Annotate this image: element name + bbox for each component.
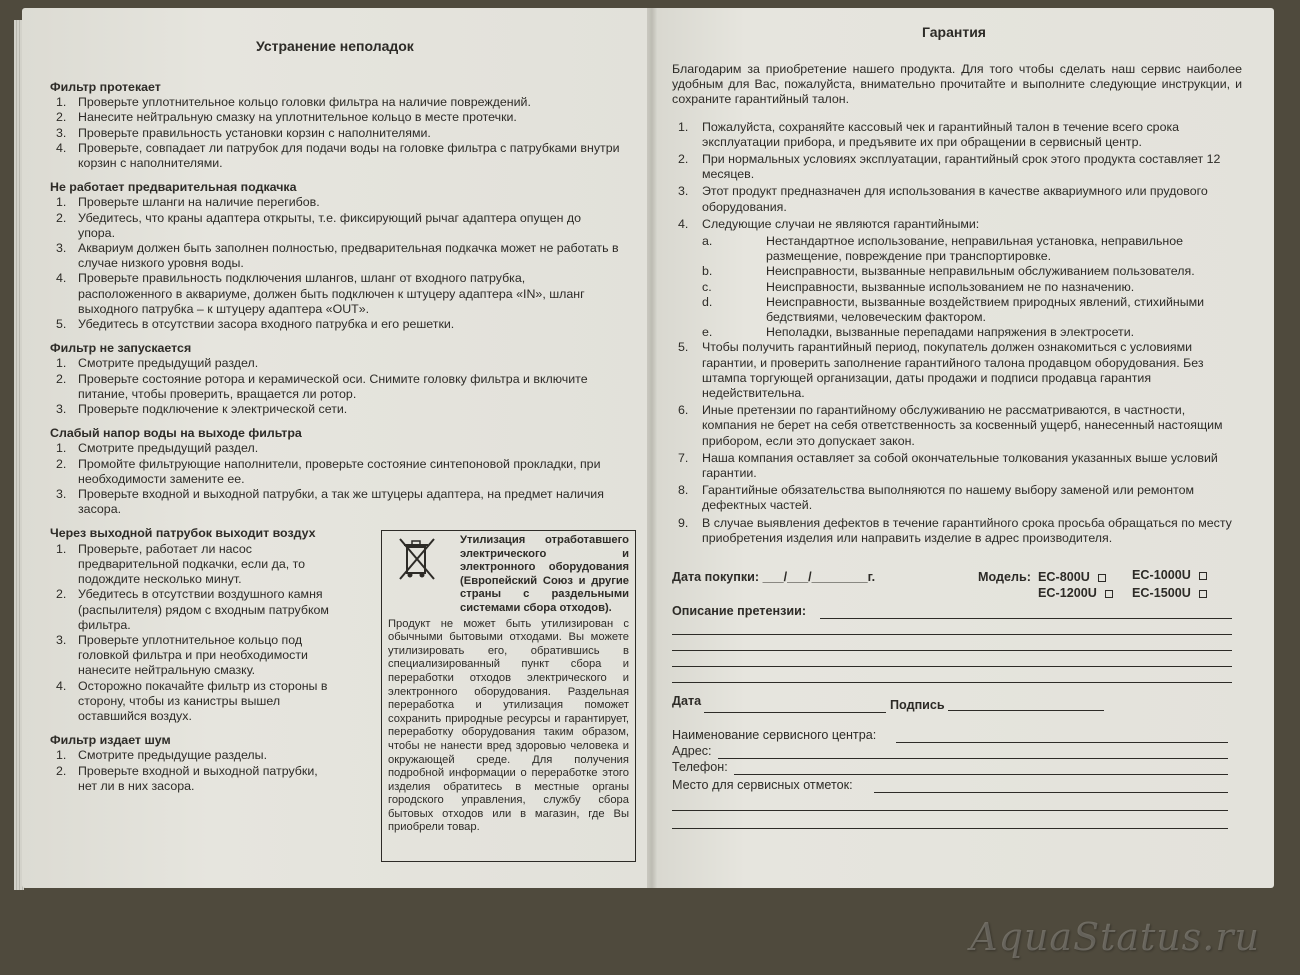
troubleshooting-section <box>50 180 620 332</box>
subitem-text: Неисправности, вызванные неправильным обслуживанием пользователя. <box>766 264 1195 279</box>
list-item <box>50 441 620 456</box>
item-text: Этот продукт предназначен для использования в качестве аквариумного или прудового оборудования. <box>702 184 1208 214</box>
subitem-letter: b. <box>702 264 713 279</box>
warranty-subitem <box>672 234 1242 264</box>
warranty-intro: Благодарим за приобретение нашего продукта. Для того чтобы сделать наш сервис наиболее удобным для Вас, пожалуйста, внимательно прочитайте и выполните следующие инструкции, и сохраните гарантийный талон. <box>672 62 1242 107</box>
item-number: 9. <box>678 515 689 530</box>
claim-line[interactable] <box>672 682 1232 683</box>
warranty-title: Гарантия <box>922 24 986 40</box>
item-number: 4. <box>56 271 67 286</box>
item-number: 3. <box>56 241 67 256</box>
item-text: При нормальных условиях эксплуатации, гарантийный срок этого продукта составляет 12 месяцев. <box>702 152 1221 182</box>
item-number: 7. <box>678 450 689 465</box>
list-item <box>50 317 620 332</box>
list-item <box>50 587 340 633</box>
model-label: Модель: <box>978 570 1031 584</box>
list-item <box>50 95 620 110</box>
list-item <box>50 748 340 763</box>
warranty-subitem <box>672 264 1242 279</box>
item-number: 1. <box>56 441 67 456</box>
model-ec1000u[interactable]: EC-1000U <box>1132 568 1207 582</box>
item-number: 4. <box>56 140 67 155</box>
item-number: 3. <box>678 184 689 199</box>
item-number: 4. <box>678 216 689 231</box>
warranty-subitem <box>672 295 1242 325</box>
item-number: 2. <box>56 456 67 471</box>
list-item <box>50 402 620 417</box>
warranty-subitem <box>672 280 1242 295</box>
list-item <box>50 542 340 588</box>
item-text: Проверьте уплотнительное кольцо головки фильтра на наличие повреждений. <box>78 95 531 110</box>
item-text: Промойте фильтрующие наполнители, проверьте состояние синтепоновой прокладки, при необходимости замените ее. <box>78 456 601 486</box>
section-heading: Фильтр не запускается <box>50 341 192 356</box>
warranty-subitem <box>672 325 1242 340</box>
date-line[interactable] <box>704 712 886 713</box>
list-item <box>50 633 340 679</box>
item-number: 2. <box>56 210 67 225</box>
list-item <box>50 372 620 402</box>
list-item <box>50 764 340 794</box>
item-number: 1. <box>56 356 67 371</box>
item-text: Проверьте, работает ли насос предварительной подкачки, если да, то подождите несколько минут. <box>78 541 306 587</box>
item-text: Проверьте правильность установки корзин с наполнителями. <box>78 125 431 140</box>
signature-label: Подпись <box>890 698 945 712</box>
item-text: Осторожно покачайте фильтр из стороны в сторону, чтобы из канистры вышел оставшийся воздух. <box>78 678 328 723</box>
item-text: В случае выявления дефектов в течение гарантийного срока просьба обращаться по месту приобретения изделия или направить изделие в адрес производителя. <box>702 515 1232 545</box>
recycling-notice <box>381 530 636 862</box>
item-text: Убедитесь в отсутствии воздушного камня (распылителя) рядом с входным патрубком фильтра. <box>78 587 329 632</box>
list-item <box>50 141 620 171</box>
list-item <box>50 271 620 317</box>
warranty-item <box>672 152 1242 182</box>
item-number: 2. <box>56 110 67 125</box>
section-heading: Фильтр издает шум <box>50 733 171 748</box>
item-number: 1. <box>56 95 67 110</box>
item-text: Проверьте входной и выходной патрубки, нет ли в них засора. <box>78 763 318 793</box>
claim-line[interactable] <box>820 618 1232 619</box>
list-item <box>50 241 620 271</box>
signature-line[interactable] <box>948 710 1104 711</box>
item-number: 3. <box>56 125 67 140</box>
subitem-text: Неисправности, вызванные использованием не по назначению. <box>766 279 1135 294</box>
booklet-spine <box>647 8 657 888</box>
item-text: Убедитесь, что краны адаптера открыты, т.е. фиксирующий рычаг адаптера опущен до упора. <box>78 210 582 240</box>
service-center-line[interactable] <box>896 742 1228 743</box>
watermark: AquaStatus.ru <box>970 915 1260 959</box>
service-marks-label: Место для сервисных отметок: <box>672 778 853 792</box>
item-text: Аквариум должен быть заполнен полностью, предварительная подкачка может не работать в случае низкого уровня воды. <box>78 241 619 271</box>
item-text: Наша компания оставляет за собой окончательные толкования указанных выше условий гарантии. <box>702 450 1218 481</box>
item-text: Нанесите нейтральную смазку на уплотнительное кольцо в месте протечки. <box>78 110 517 125</box>
warranty-item <box>672 217 1242 232</box>
subitem-text: Неисправности, вызванные воздействием природных явлений, стихийными бедствиями, человеческим фактором. <box>766 294 1205 325</box>
warranty-item <box>672 451 1242 481</box>
section-heading: Фильтр протекает <box>50 80 161 94</box>
warranty-item <box>672 120 1242 150</box>
item-text: Смотрите предыдущие разделы. <box>78 748 268 763</box>
warranty-item <box>672 516 1242 546</box>
warranty-item <box>672 483 1242 513</box>
subitem-text: Неполадки, вызванные перепадами напряжения в электросети. <box>766 325 1135 340</box>
list-item <box>50 110 620 125</box>
list-item <box>50 487 620 517</box>
troubleshooting-section <box>50 80 620 171</box>
claim-line[interactable] <box>672 666 1232 667</box>
list-item <box>50 126 620 141</box>
item-text: Проверьте входной и выходной патрубки, а так же штуцеры адаптера, на предмет наличия засора. <box>78 487 604 517</box>
item-number: 2. <box>678 152 689 167</box>
list-item <box>50 195 620 210</box>
warranty-item <box>672 403 1242 449</box>
list-item <box>50 356 620 371</box>
item-text: Проверьте шланги на наличие перегибов. <box>78 195 320 210</box>
date-label: Дата <box>672 694 702 708</box>
item-number: 3. <box>56 632 67 647</box>
model-ec1500u[interactable]: EC-1500U <box>1132 586 1207 600</box>
item-text: Гарантийные обязательства выполняются по нашему выбору заменой или ремонтом дефектных частей. <box>702 483 1195 513</box>
model-ec800u[interactable]: EC-800U <box>1038 570 1106 584</box>
item-number: 2. <box>56 763 67 778</box>
claim-line[interactable] <box>672 634 1232 635</box>
warranty-item <box>672 184 1242 214</box>
item-number: 1. <box>56 748 67 763</box>
item-text: Проверьте подключение к электрической сети. <box>78 402 348 417</box>
item-text: Иные претензии по гарантийному обслуживанию не рассматриваются, в частности, компания не берет на себя ответственность за косвенный ущерб, нанесенный настоящим прибором, если это допускает закон. <box>702 403 1223 448</box>
service-marks-line[interactable] <box>874 792 1228 793</box>
model-ec1200u[interactable]: EC-1200U <box>1038 586 1113 600</box>
service-center-label: Наименование сервисного центра: <box>672 728 877 742</box>
crossed-bin-icon <box>388 533 446 583</box>
list-item <box>50 211 620 241</box>
section-heading: Не работает предварительная подкачка <box>50 180 297 195</box>
item-number: 8. <box>678 483 689 498</box>
warranty-item <box>672 340 1242 401</box>
item-text: Проверьте правильность подключения шлангов, шланг от входного патрубка, расположенного в аквариуме, должен быть подключен к штуцеру адаптера «IN», шланг выходного патрубка – к штуцеру адаптера «OUT». <box>78 271 585 316</box>
phone-label: Телефон: <box>672 760 728 774</box>
item-text: Проверьте, совпадает ли патрубок для подачи воды на головке фильтра с патрубками внутри корзин с наполнителями. <box>78 140 620 171</box>
item-text: Проверьте состояние ротора и керамической оси. Снимите головку фильтра и включите питание, чтобы проверить, вращается ли ротор. <box>78 371 588 401</box>
claim-line[interactable] <box>672 650 1232 651</box>
address-label: Адрес: <box>672 744 712 758</box>
section-heading: Слабый напор воды на выходе фильтра <box>50 426 302 441</box>
recycling-heading: Утилизация отработавшего электрического и электронного оборудования (Европейский Союз и другие страны с раздельными системами сбора отходов). <box>460 534 629 614</box>
section-heading: Через выходной патрубок выходит воздух <box>50 526 316 541</box>
item-number: 2. <box>56 587 67 602</box>
purchase-date-field[interactable]: Дата покупки: ___/___/________г. <box>672 570 876 584</box>
item-text: Следующие случаи не являются гарантийными: <box>702 216 980 231</box>
item-number: 1. <box>678 119 689 134</box>
subitem-letter: e. <box>702 325 713 340</box>
troubleshooting-title: Устранение неполадок <box>256 38 414 54</box>
list-item <box>50 679 340 725</box>
item-number: 3. <box>56 402 67 417</box>
subitem-letter: c. <box>702 279 712 294</box>
item-number: 5. <box>56 317 67 332</box>
item-number: 3. <box>56 487 67 502</box>
address-line[interactable] <box>718 758 1228 759</box>
warranty-terms <box>672 62 1242 548</box>
troubleshooting-section <box>50 341 620 417</box>
list-item <box>50 457 620 487</box>
item-number: 5. <box>678 340 689 355</box>
item-number: 1. <box>56 195 67 210</box>
item-text: Смотрите предыдущий раздел. <box>78 356 259 371</box>
service-marks-line[interactable] <box>672 810 1228 811</box>
recycling-body: Продукт не может быть утилизирован с обычными бытовыми отходами. Вы можете утилизировать его, обратившись в специализированный пункт сбора и переработки отходов электрического и электронного оборудования. Раздельная переработка и утилизация поможет сохранить природные ресурсы и гарантирует, переработку оборудования таким образом, чтобы не нанести вред здоровью человека и окружающей среде. Для получения подробной информации о переработке этого изделия обратитесь в местные органы городского управления, службу сбора бытовых отходов или в магазин, где Вы приобрели товар. <box>388 617 629 834</box>
item-number: 6. <box>678 403 689 418</box>
item-number: 2. <box>56 371 67 386</box>
subitem-letter: a. <box>702 234 713 249</box>
item-text: Чтобы получить гарантийный период, покупатель должен ознакомиться с условиями гарантии, и проверить заполнение гарантийного талона продавцом оборудования. Без штампа торгующей организации, даты продажи и подписи продавца гарантия недействительна. <box>702 340 1204 401</box>
service-marks-line[interactable] <box>672 828 1228 829</box>
subitem-text: Нестандартное использование, неправильная установка, неправильное размещение, повреждение при транспортировке. <box>766 234 1184 264</box>
subitem-letter: d. <box>702 294 713 309</box>
item-text: Убедитесь в отсутствии засора входного патрубка и его решетки. <box>78 317 455 332</box>
item-text: Смотрите предыдущий раздел. <box>78 441 259 456</box>
troubleshooting-section <box>50 426 620 517</box>
phone-line[interactable] <box>734 774 1228 775</box>
item-number: 4. <box>56 678 67 693</box>
item-number: 1. <box>56 541 67 556</box>
item-text: Пожалуйста, сохраняйте кассовый чек и гарантийный талон в течение всего срока эксплуатации прибора, и предъявите их при обращении в сервисный центр. <box>702 119 1180 149</box>
item-text: Проверьте уплотнительное кольцо под головкой фильтра и при необходимости нанесите нейтральную смазку. <box>78 632 308 678</box>
claim-label: Описание претензии: <box>672 604 807 618</box>
